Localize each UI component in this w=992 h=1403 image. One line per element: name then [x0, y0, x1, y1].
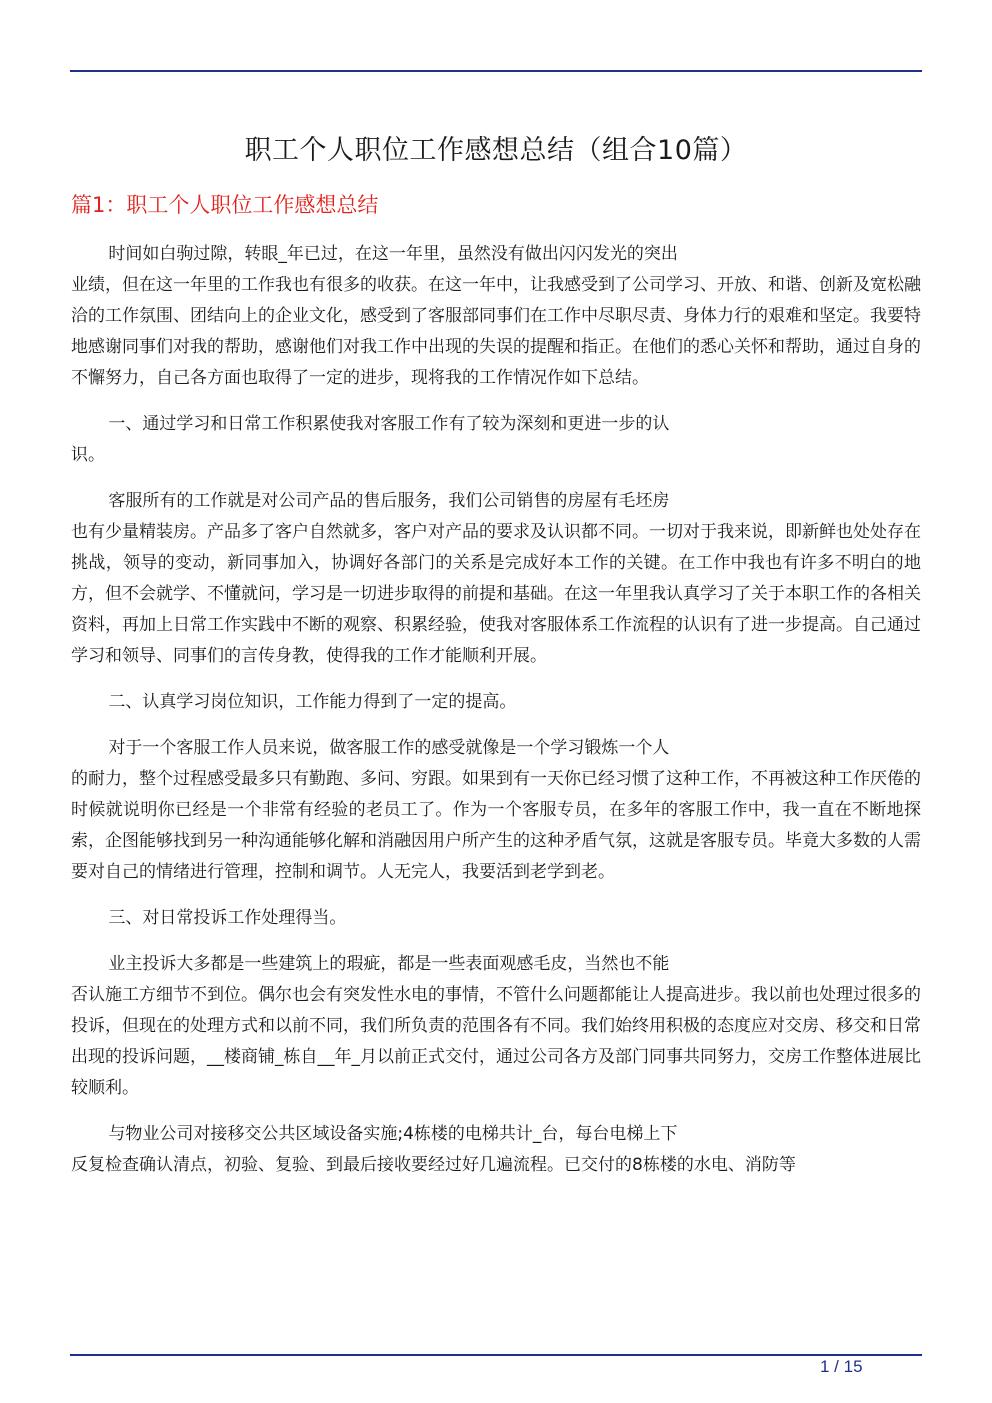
- paragraph-endurance: [71, 733, 921, 888]
- paragraph-line: 一、通过学习和日常工作积累使我对客服工作有了较为深刻和更进一步的认: [108, 414, 670, 434]
- footer-rule: [70, 1354, 922, 1356]
- paragraph-line: 业绩，但在这一年里的工作我也有很多的收获。在这一年中，让我感受到了公司学习、开放、和谐、创新及宽松融洽的工作氛围、团结向上的企业文化，感受到了客服部同事们在工作中尽职尽责、身体力行的艰难和坚定。我要特地感谢同事们对我的帮助，感谢他们对我工作中出现的失误的提醒和指正。在他们的悉心关怀和帮助，通过自身的不懈努力，自己各方面也取得了一定的进步，现将我的工作情况作如下总结。: [71, 275, 921, 388]
- paragraph-customer-service: [71, 486, 921, 672]
- paragraph-line: 与物业公司对接移交公共区域设备实施;4栋楼的电梯共计_台，每台电梯上下: [108, 1124, 678, 1144]
- paragraph-line: 二、认真学习岗位知识，工作能力得到了一定的提高。: [108, 692, 517, 712]
- paragraph-point-one: [71, 409, 921, 471]
- paragraph-point-three: [71, 903, 921, 934]
- paragraph-intro: [71, 239, 921, 394]
- paragraph-line: 对于一个客服工作人员来说，做客服工作的感受就像是一个学习锻炼一个人: [108, 738, 670, 758]
- paragraph-handover: [71, 1119, 921, 1181]
- paragraph-line: 否认施工方细节不到位。偶尔也会有突发性水电的事情，不管什么问题都能让人提高进步。我以前也处理过很多的投诉，但现在的处理方式和以前不同，我们所负责的范围各有不同。我们始终用积极的态度应对交房、移交和日常出现的投诉问题，__楼商铺_栋自__年_月以前正式交付，通过公司各方及部门同事共同努力，交房工作整体进展比较顺利。: [71, 985, 921, 1098]
- paragraph-line: 识。: [71, 445, 105, 465]
- paragraph-line: 也有少量精装房。产品多了客户自然就多，客户对产品的要求及认识都不同。一切对于我来说，即新鲜也处处存在挑战，领导的变动，新同事加入，协调好各部门的关系是完成好本工作的关键。在工作中我也有许多不明白的地方，但不会就学、不懂就问，学习是一切进步取得的前提和基础。在这一年里我认真学习了关于本职工作的各相关资料，再加上日常工作实践中不断的观察、积累经验，使我对客服体系工作流程的认识有了进一步提高。自己通过学习和领导、同事们的言传身教，使得我的工作才能顺利开展。: [71, 522, 921, 666]
- paragraph-line: 反复检查确认清点，初验、复验、到最后接收要经过好几遍流程。已交付的8栋楼的水电、消防等: [71, 1155, 796, 1175]
- paragraph-line: 三、对日常投诉工作处理得当。: [108, 908, 347, 928]
- header-rule: [70, 70, 922, 72]
- section-heading: 篇1：职工个人职位工作感想总结: [71, 193, 379, 217]
- document-body: [71, 239, 921, 1196]
- paragraph-line: 客服所有的工作就是对公司产品的售后服务，我们公司销售的房屋有毛坯房: [108, 491, 670, 511]
- paragraph-complaints: [71, 949, 921, 1104]
- page-number: 1 / 15: [820, 1357, 863, 1376]
- paragraph-point-two: [71, 687, 921, 718]
- paragraph-line: 时间如白驹过隙，转眼_年已过，在这一年里，虽然没有做出闪闪发光的突出: [108, 244, 678, 264]
- paragraph-line: 的耐力，整个过程感受最多只有勤跑、多问、穷跟。如果到有一天你已经习惯了这种工作，不再被这种工作厌倦的时候就说明你已经是一个非常有经验的老员工了。作为一个客服专员，在多年的客服工作中，我一直在不断地探索，企图能够找到另一种沟通能够化解和消融因用户所产生的这种矛盾气氛，这就是客服专员。毕竟大多数的人需要对自己的情绪进行管理，控制和调节。人无完人，我要活到老学到老。: [71, 769, 921, 882]
- document-title: 职工个人职位工作感想总结（组合10篇）: [244, 135, 748, 166]
- paragraph-line: 业主投诉大多都是一些建筑上的瑕疵，都是一些表面观感毛皮，当然也不能: [108, 954, 670, 974]
